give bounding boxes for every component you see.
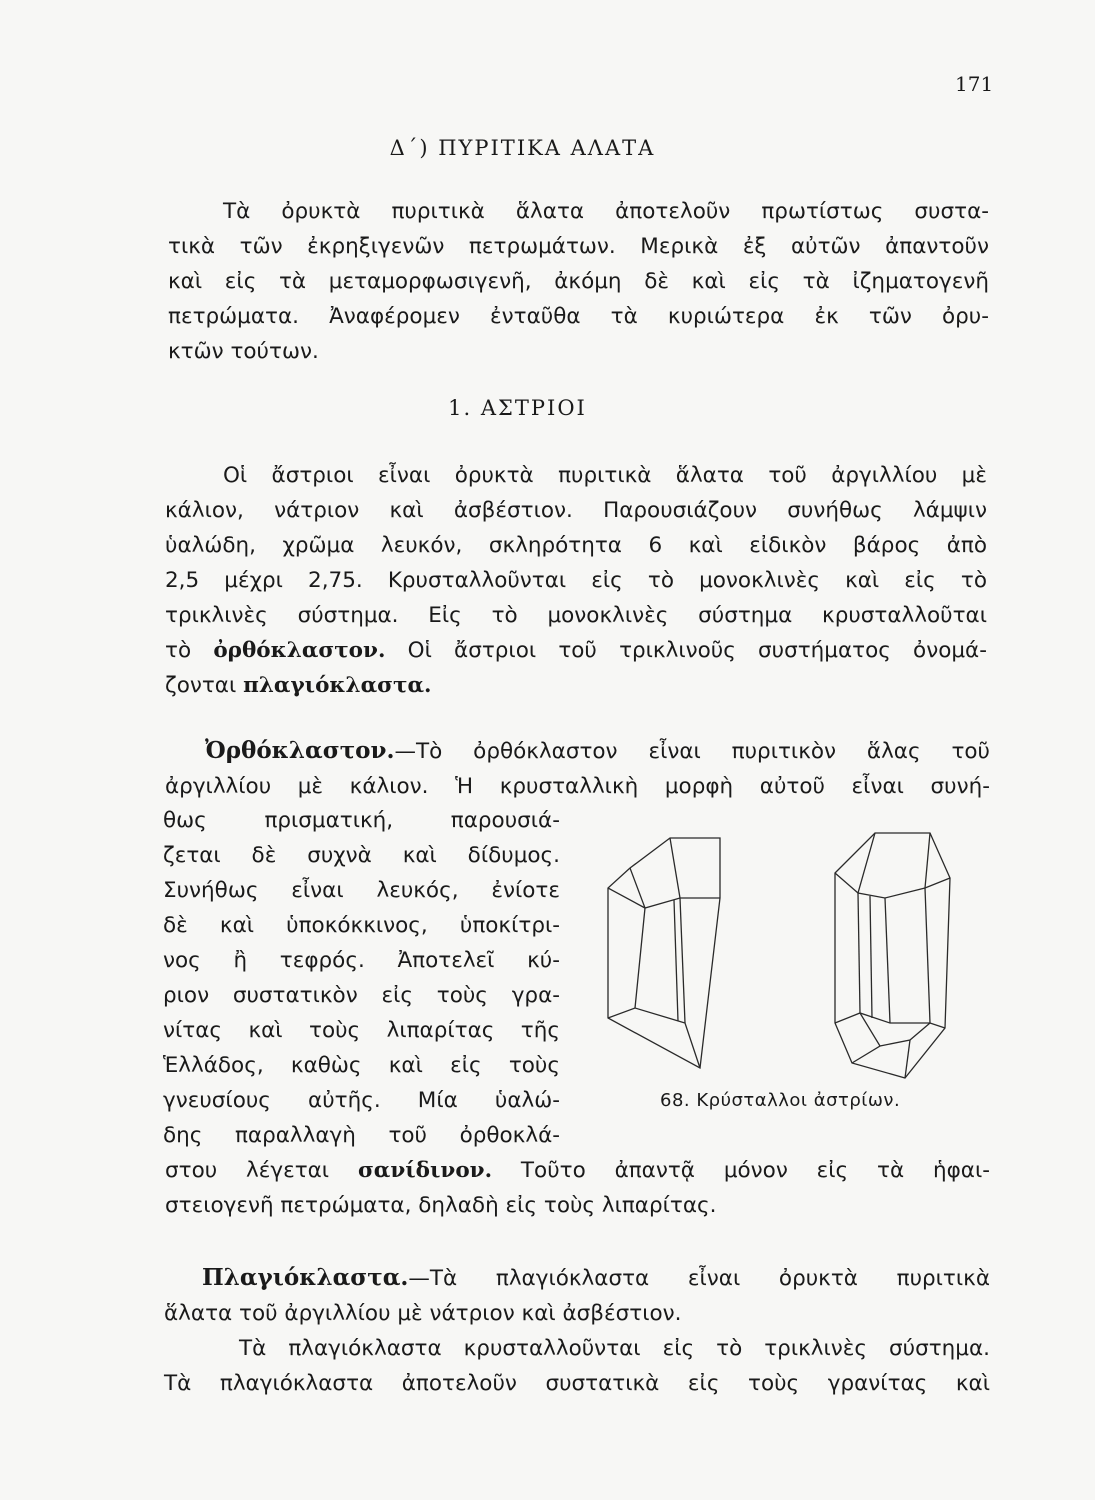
crystal-left-edge bbox=[674, 900, 678, 1021]
text-line: ὑαλώδη, χρῶμα λευκόν, σκληρότητα 6 καὶ εἰδικὸν βάρος ἀπὸ bbox=[165, 533, 987, 558]
crystal-right-edge bbox=[925, 888, 930, 1023]
crystal-right-lower-edges bbox=[852, 1013, 880, 1063]
text-line: νίτας καὶ τοὺς λιπαρίτας τῆς bbox=[163, 1018, 560, 1043]
text-line bbox=[165, 668, 987, 703]
text-line: δης παραλλαγὴ τοῦ ὀρθοκλά- bbox=[163, 1123, 560, 1148]
text-line: δὲ καὶ ὑποκόκκινος, ὑποκίτρι- bbox=[163, 913, 560, 938]
term-plagioklasta: πλαγιόκλαστα. bbox=[243, 673, 432, 698]
plagioklasta-paragraph bbox=[164, 1260, 990, 1401]
crystal-right-edge bbox=[885, 898, 890, 1023]
intro-paragraph bbox=[168, 194, 989, 369]
term-sanidinon: σανίδινον. bbox=[357, 1158, 493, 1183]
text-line: Συνήθως εἶναι λευκός, ἐνίοτε bbox=[163, 878, 560, 903]
text-line: 2,5 μέχρι 2,75. Κρυσταλλοῦνται εἰς τὸ μονοκλινὲς καὶ εἰς τὸ bbox=[165, 568, 987, 593]
line-fragment: τὸ bbox=[165, 638, 192, 663]
text-line: Τὰ πλαγιόκλαστα κρυσταλλοῦνται εἰς τὸ τρικλινὲς σύστημα. bbox=[239, 1336, 990, 1361]
text-line bbox=[164, 1260, 990, 1296]
crystal-left-top-edges bbox=[608, 888, 720, 908]
crystal-right-edge bbox=[925, 833, 930, 888]
text-line: τρικλινὲς σύστημα. Εἰς τὸ μονοκλινὲς σύστημα κρυσταλλοῦται bbox=[165, 603, 987, 628]
text-line: κάλιον, νάτριον καὶ ἀσβέστιον. Παρουσιάζουν συνήθως λάμψιν bbox=[165, 498, 987, 523]
crystal-left-edge bbox=[635, 908, 645, 1008]
line-fragment: —Τὸ ὀρθόκλαστον εἶναι πυριτικὸν ἅλας τοῦ bbox=[394, 739, 990, 764]
line-fragment: —Τὰ πλαγιόκλαστα εἶναι ὀρυκτὰ πυριτικὰ bbox=[408, 1266, 990, 1291]
crystal-right-outline bbox=[835, 833, 950, 1078]
crystal-right-edge bbox=[870, 896, 872, 1018]
crystal-right bbox=[835, 833, 950, 1078]
text-line bbox=[165, 1153, 990, 1188]
orthoklastos-intro bbox=[165, 733, 990, 804]
crystal-left bbox=[608, 838, 720, 1068]
term-plagioklasta-heading: Πλαγιόκλαστα. bbox=[202, 1264, 409, 1291]
text-line: ἀργιλλίου μὲ κάλιον. Ἡ κρυσταλλικὴ μορφὴ αὐτοῦ εἶναι συνή- bbox=[165, 774, 990, 799]
text-line bbox=[165, 733, 990, 769]
orthoklastos-narrow-column bbox=[163, 803, 560, 1153]
text-line: πετρώματα. Ἀναφέρομεν ἐνταῦθα τὰ κυριώτερα ἐκ τῶν ὀρυ- bbox=[168, 304, 989, 329]
section-heading: Δ΄) ΠΥΡΙΤΙΚΑ ΑΛΑΤΑ bbox=[389, 136, 656, 160]
crystal-left-edge bbox=[630, 868, 645, 908]
text-line: ζεται δὲ συχνὰ καὶ δίδυμος. bbox=[163, 843, 560, 868]
line-fragment: Τοῦτο ἀπαντᾷ μόνον εἰς τὰ ἡφαι- bbox=[520, 1158, 990, 1183]
orthoklastos-tail bbox=[165, 1153, 990, 1223]
astrioi-paragraph bbox=[165, 458, 987, 703]
subsection-heading: 1. ΑΣΤΡΙΟΙ bbox=[448, 396, 587, 420]
text-line: Οἱ ἄστριοι εἶναι ὀρυκτὰ πυριτικὰ ἅλατα τοῦ ἀργιλλίου μὲ bbox=[223, 463, 987, 488]
text-line: ριον συστατικὸν εἰς τοὺς γρα- bbox=[163, 983, 560, 1008]
text-line: καὶ εἰς τὰ μεταμορφωσιγενῆ, ἀκόμη δὲ καὶ εἰς τὰ ἰζηματογενῆ bbox=[168, 269, 989, 294]
crystal-drawings bbox=[590, 828, 990, 1088]
crystal-right-edge bbox=[858, 893, 860, 1013]
line-fragment: στου λέγεται bbox=[165, 1158, 330, 1183]
text-line: ἅλατα τοῦ ἀργιλλίου μὲ νάτριον καὶ ἀσβέστιον. bbox=[164, 1301, 682, 1326]
crystal-left-outline bbox=[608, 838, 720, 1068]
text-line: νος ἢ τεφρός. Ἀποτελεῖ κύ- bbox=[163, 948, 560, 973]
text-line: στειογενῆ πετρώματα, δηλαδὴ εἰς τοὺς λιπαρίτας. bbox=[165, 1193, 717, 1218]
text-line: γνευσίους αὐτῆς. Μία ὑαλώ- bbox=[163, 1088, 560, 1113]
text-line: θως πρισματική, παρουσιά- bbox=[163, 808, 560, 833]
text-line: Τὰ πλαγιόκλαστα ἀποτελοῦν συστατικὰ εἰς τοὺς γρανίτας καὶ bbox=[164, 1371, 990, 1396]
text-line: κτῶν τούτων. bbox=[168, 339, 319, 364]
text-line: Ἑλλάδος, καθὼς καὶ εἰς τοὺς bbox=[163, 1053, 560, 1078]
crystal-left-bottom-edges bbox=[608, 1008, 700, 1068]
crystal-left-edge bbox=[670, 838, 680, 898]
crystal-right-top-edges bbox=[835, 873, 950, 898]
text-line: τικὰ τῶν ἐκρηξιγενῶν πετρωμάτων. Μερικὰ ἐξ αὐτῶν ἀπαντοῦν bbox=[168, 234, 989, 259]
term-orthoklaston: ὀρθόκλαστον. bbox=[213, 638, 386, 663]
page-number: 171 bbox=[955, 72, 994, 96]
text-line bbox=[165, 633, 987, 668]
figure-caption: 68. Κρύσταλλοι ἀστρίων. bbox=[660, 1090, 901, 1111]
crystal-left-edge bbox=[680, 898, 685, 1023]
text-line: Τὰ ὀρυκτὰ πυριτικὰ ἅλατα ἀποτελοῦν πρωτίστως συστα- bbox=[223, 199, 989, 224]
feldspar-crystals-figure bbox=[590, 828, 990, 1128]
crystal-right-lower-edges bbox=[880, 1023, 930, 1046]
line-fragment: Οἱ ἄστριοι τοῦ τρικλινοῦς συστήματος ὀνομά- bbox=[407, 638, 987, 663]
term-orthoklaston-heading: Ὀρθόκλαστον. bbox=[205, 737, 395, 764]
line-fragment: ζονται bbox=[165, 673, 237, 698]
